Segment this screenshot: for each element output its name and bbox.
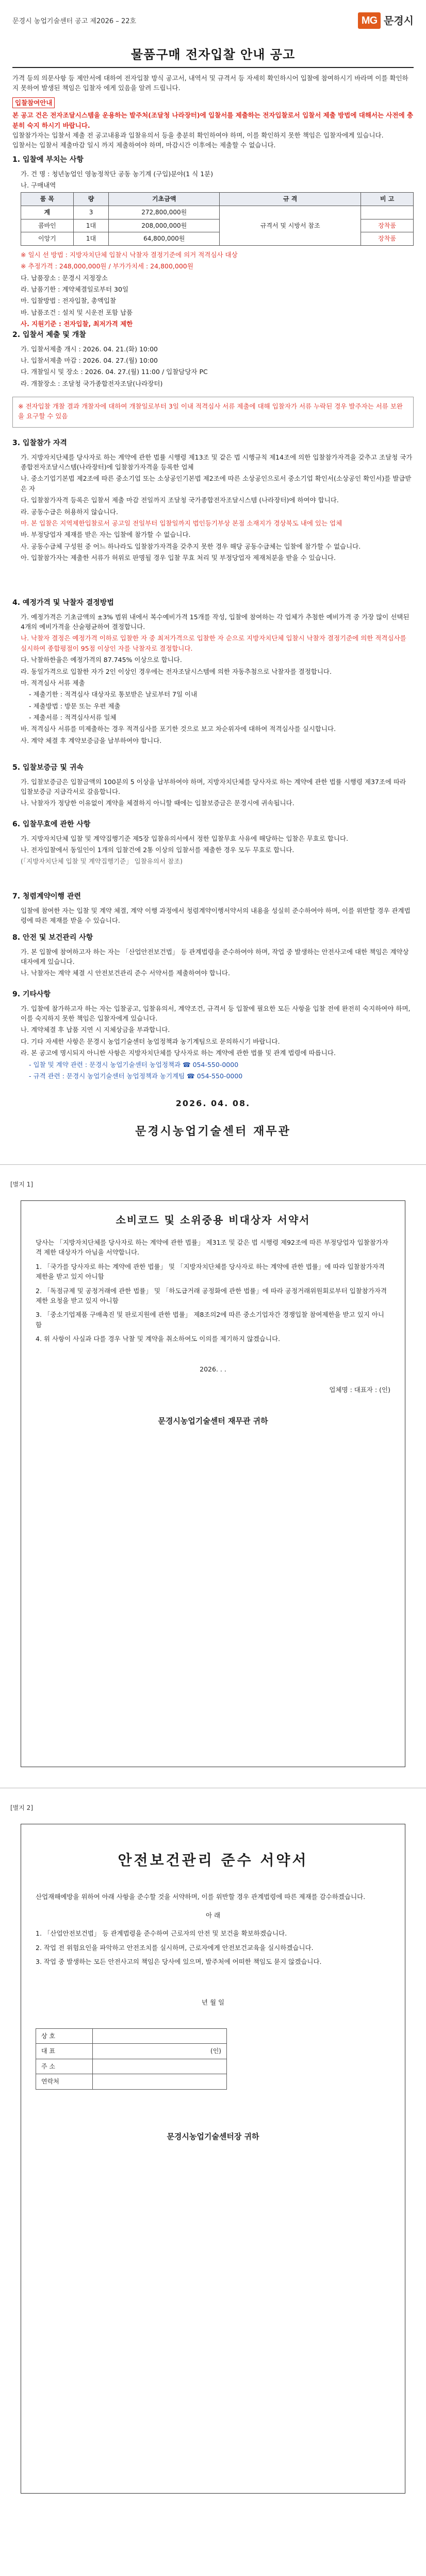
paragraph: 나. 중소기업기본법 제2조에 따른 중소기업 또는 소상공인기본법 제2조에 따른 소상공인으로서 중소기업 확인서(소상공인 확인서)를 발급받은 자 — [21, 474, 412, 493]
table-row — [36, 2074, 227, 2090]
section-1 — [12, 155, 414, 330]
form-recipient: 문경시농업기술센터장 귀하 — [167, 2132, 259, 2142]
paragraph: 라. 공동수급은 허용하지 않습니다. — [21, 507, 118, 516]
paragraph: 나. 낙찰자가 정당한 이유없이 계약을 체결하지 아니할 때에는 입찰보증금은 문경시에 귀속됩니다. — [21, 799, 294, 807]
notice-date: 2026. 04. 08. — [175, 1098, 251, 1108]
section-heading: 3. 입찰참가 자격 — [12, 439, 67, 447]
paragraph: 나. 계약체결 후 납품 지연 시 지체상금을 부과합니다. — [21, 1026, 170, 1034]
table-header: 규 격 — [220, 193, 361, 206]
note-line: 마. 입찰방법 : 전자입찰, 총액입찰 — [21, 297, 117, 305]
sign-value — [93, 2059, 227, 2074]
attachment-label: [별지 2] — [10, 1804, 33, 1811]
table-cell: 208,000,000원 — [109, 219, 220, 232]
table-header: 품 목 — [21, 193, 74, 206]
paragraph: 가. 입찰에 참가하고자 하는 자는 입찰공고, 입찰유의서, 계약조건, 규격서 등 입찰에 필요한 모든 사항을 입찰 전에 완전히 숙지하여야 하며, 이를 숙지하지 못한 책임은 입찰자에게 있습니다. — [21, 1004, 411, 1023]
section-heading: 9. 기타사항 — [12, 990, 51, 998]
paragraph: 바. 부정당업자 제재를 받은 자는 입찰에 참가할 수 없습니다. — [21, 531, 191, 539]
page-separator — [0, 1164, 426, 1165]
paragraph: 바. 적격심사 서류를 미제출하는 경우 적격심사를 포기한 것으로 보고 차순위자에 대하여 적격심사를 실시합니다. — [21, 725, 336, 733]
table-cell: 1대 — [73, 219, 109, 232]
section-heading: 8. 안전 및 보건관리 사항 — [12, 934, 93, 942]
note-line: 사. 지원기준 : 전자입찰, 최저가격 제한 — [21, 320, 133, 328]
table-header: 량 — [73, 193, 109, 206]
paragraph: - 제출서류 : 적격심사서류 일체 — [29, 714, 117, 722]
note-line: 바. 납품조건 : 설치 및 시운전 포함 납품 — [21, 308, 133, 316]
table-cell: 계 — [21, 206, 74, 219]
table-row — [21, 206, 414, 219]
table-cell — [361, 206, 414, 219]
schedule-row: 라. 개찰장소 : 조달청 국가종합전자조달(나라장터) — [21, 379, 163, 387]
table-cell: 장착품 — [361, 219, 414, 232]
section-3 — [12, 438, 414, 564]
contact-line: - 규격 관련 : 문경시 농업기술센터 농업정책과 농기계팀 ☎ 054-550-0000 — [29, 1072, 243, 1080]
intro-tag: 입찰참여안내 — [12, 97, 55, 108]
table-row — [36, 2028, 227, 2044]
form-item: 1. 「산업안전보건법」 등 관계법령을 준수하여 근로자의 안전 및 보건을 확보하겠습니다. — [36, 1929, 287, 1938]
item-name: 가. 건 명 : 청년농업인 영농정착단 공동 농기계 (구입)분야(1 식 1분) — [21, 170, 214, 178]
note-line: 다. 납품장소 : 문경시 지정장소 — [21, 274, 108, 282]
table-cell: 64,800,000원 — [109, 232, 220, 246]
note-line: 라. 납품기한 : 계약체결일로부터 30일 — [21, 285, 129, 293]
item-list-label: 나. 구매내역 — [21, 181, 56, 190]
table-cell: 규격서 및 시방서 참조 — [220, 206, 361, 246]
paragraph: 다. 입찰참가자격 등록은 입찰서 제출 마감 전일까지 조달청 국가종합전자조달시스템 (나라장터)에 하여야 합니다. — [21, 496, 339, 504]
intro-bullet: 입찰참가자는 입찰서 제출 전 공고내용과 입찰유의서 등을 충분히 확인하여야 하며, 이를 확인하지 못한 책임은 입찰자에게 있습니다. — [12, 131, 384, 139]
section-heading: 5. 입찰보증금 및 귀속 — [12, 764, 84, 772]
paragraph: 가. 지방자치단체를 당사자로 하는 계약에 관한 법률 시행령 제13조 및 같은 법 시행규칙 제14조에 의한 입찰참가자격을 갖추고 조달청 국가종합전자조달시스템(나라장터)에 입찰참가자격을 등록한 업체 — [21, 453, 413, 471]
intro-bullet: 본 공고 건은 전자조달시스템을 운용하는 발주처(조달청 나라장터)에 입찰서를 제출하는 전자입찰로서 입찰서 제출 방법에 대해서는 사전에 충분히 숙지 하시기 바랍니다. — [12, 111, 414, 129]
paragraph: 나. 낙찰자 결정은 예정가격 이하로 입찰한 자 중 최저가격으로 입찰한 자 순으로 지방자치단체 입찰시 낙찰자 결정기준에 의한 적격심사를 실시하여 종합평점이 95점 이상인 자를 낙찰자로 결정합니다. — [21, 634, 406, 652]
form-body — [21, 1228, 405, 1440]
sign-label: 주 소 — [36, 2059, 93, 2074]
form-paragraph: 2. 「독점규제 및 공정거래에 관한 법률」 및 「하도급거래 공정화에 관한 법률」에 따라 공정거래위원회로부터 입찰참가자격 제한 요청을 받고 있지 아니함 — [36, 1286, 387, 1304]
sign-stamp: (인) — [93, 2044, 227, 2059]
section-4 — [12, 598, 414, 747]
logo-mark: MG — [358, 12, 381, 29]
paragraph: 가. 예정가격은 기초금액의 ±3% 범위 내에서 복수예비가격 15개를 작성, 입찰에 참여하는 각 업체가 추첨한 예비가격 중 가장 많이 선택된 4개의 예비가격을 산술평균하여 결정합니다. — [21, 613, 409, 631]
form-paragraph: 4. 위 사항이 사실과 다를 경우 낙찰 및 계약을 취소하여도 이의를 제기하지 않겠습니다. — [36, 1335, 281, 1343]
table-header: 기초금액 — [109, 193, 220, 206]
paragraph: 나. 전자입찰에서 동일인이 1개의 입찰건에 2통 이상의 입찰서를 제출한 경우 모두 무효로 합니다. — [21, 846, 294, 854]
paragraph: - 제출기한 : 적격심사 대상자로 통보받은 날로부터 7일 이내 — [29, 690, 198, 699]
title-divider — [12, 67, 414, 68]
logo-text: 문경시 — [384, 14, 414, 27]
table-row — [36, 2044, 227, 2059]
paragraph: 나. 낙찰자는 계약 체결 시 안전보건관리 준수 서약서를 제출하여야 합니다. — [21, 969, 230, 977]
section-heading: 2. 입찰서 제출 및 개찰 — [12, 331, 86, 339]
table-cell: 이앙기 — [21, 232, 74, 246]
schedule-row: 가. 입찰서제출 개시 : 2026. 04. 21.(화) 10:00 — [21, 345, 158, 353]
paragraph: 입찰에 참여한 자는 입찰 및 계약 체결, 계약 이행 과정에서 청렴계약이행서약서의 내용을 성실히 준수하여야 하며, 이를 위반할 경우 관계법령에 따른 제재를 받을 수 있습니다. — [21, 906, 411, 925]
paragraph: 사. 계약 체결 후 계약보증금을 납부하여야 합니다. — [21, 736, 162, 744]
reference-note: (「지방자치단체 입찰 및 계약집행기준」 입찰유의서 참조) — [21, 857, 183, 866]
note-line: ※ 일시 선 방법 : 지방자치단체 입찰시 낙찰자 결정기준에 의거 적격심사 대상 — [21, 250, 238, 259]
paragraph: 라. 동일가격으로 입찰한 자가 2인 이상인 경우에는 전자조달시스템에 의한 자동추첨으로 낙찰자를 결정합니다. — [21, 667, 332, 675]
contact-line: - 입찰 및 계약 관련 : 문경시 농업기술센터 농업정책과 ☎ 054-550-0000 — [29, 1060, 239, 1069]
section-9 — [12, 989, 414, 1082]
form-paragraph: 3. 「중소기업제품 구매촉진 및 판로지원에 관한 법률」 제8조의2에 따른 중소기업자간 경쟁입찰 참여제한을 받고 있지 아니함 — [36, 1311, 384, 1329]
form-recipient: 문경시농업기술센터 재무관 귀하 — [158, 1416, 268, 1426]
table-header: 비 고 — [361, 193, 414, 206]
table-cell: 장착품 — [361, 232, 414, 246]
purchase-table — [21, 192, 414, 245]
document-header — [9, 9, 417, 40]
section-2 — [12, 330, 414, 390]
section-8 — [12, 933, 414, 980]
section-5 — [12, 762, 414, 810]
section-heading: 4. 예정가격 및 낙찰자 결정방법 — [12, 599, 114, 607]
section-6 — [12, 819, 414, 868]
table-cell: 3 — [73, 206, 109, 219]
section-heading: 1. 입찰에 부치는 사항 — [12, 156, 84, 164]
sign-label: 대 표 — [36, 2044, 93, 2059]
form-paragraph: 1. 「국가를 당사자로 하는 계약에 관한 법률」 및 「지방자치단체를 당사자로 하는 계약에 관한 법률」에 따라 입찰참가자격 제한을 받고 있지 아니함 — [36, 1262, 385, 1281]
table-cell: 272,800,000원 — [109, 206, 220, 219]
intro-bullet: 입찰서는 입찰서 제출마감 일시 까지 제출하여야 하며, 마감시간 이후에는 제출할 수 없습니다. — [12, 141, 276, 149]
form-title: 소비코드 및 소위중용 비대상자 서약서 — [116, 1214, 310, 1226]
attachment-label: [별지 1] — [10, 1181, 33, 1188]
attachment-form-2 — [21, 1824, 405, 2494]
sign-value — [93, 2028, 227, 2044]
paragraph: 가. 본 입찰에 참여하고자 하는 자는 「산업안전보건법」 등 관계법령을 준수하여야 하며, 작업 중 발생하는 안전사고에 대한 책임은 계약상대자에게 있습니다. — [21, 947, 409, 966]
form-title: 안전보건관리 준수 서약서 — [118, 1852, 308, 1869]
paragraph: 마. 본 입찰은 지역제한입찰로서 공고일 전일부터 입찰일까지 법인등기부상 본점 소재지가 경상북도 내에 있는 업체 — [21, 519, 342, 527]
paragraph: 가. 입찰보증금은 입찰금액의 100분의 5 이상을 납부하여야 하며, 지방자치단체를 당사자로 하는 계약에 관한 법률 시행령 제37조에 따라 입찰보증금 지급각서로 갈음합니다. — [21, 777, 406, 796]
schedule-row: 나. 입찰서제출 마감 : 2026. 04. 27.(월) 10:00 — [21, 357, 158, 365]
form-subheading: 아 래 — [205, 1911, 221, 1919]
sign-value — [93, 2074, 227, 2090]
paragraph: 아. 입찰참가자는 제출한 서류가 허위로 판명될 경우 입찰 무효 처리 및 부정당업자 제재처분을 받을 수 있습니다. — [21, 554, 336, 562]
form-date: 년 월 일 — [201, 1998, 225, 2007]
note-text: ※ 전자입찰 개찰 결과 개찰자에 대하여 개찰일로부터 3일 이내 적격심사 서류 제출에 대해 입찰자가 서류 누락된 경우 발주자는 서류 보완을 요구할 수 있음 — [18, 402, 403, 420]
signature-table — [36, 2028, 227, 2090]
section-heading: 6. 입찰무효에 관한 사항 — [12, 820, 91, 828]
form-item: 3. 작업 중 발생하는 모든 안전사고의 책임은 당사에 있으며, 발주처에 어떠한 책임도 묻지 않겠습니다. — [36, 1957, 322, 1965]
form-date: 2026. . . — [200, 1365, 226, 1374]
schedule-row: 다. 개찰일시 및 장소 : 2026. 04. 27.(월) 11:00 / 입찰담당자 PC — [21, 368, 208, 376]
table-row — [36, 2059, 227, 2074]
eligibility-note-box — [12, 397, 414, 428]
paragraph: 다. 낙찰하한율은 예정가격의 87.745% 이상으로 합니다. — [21, 656, 182, 664]
intro-lead: 가격 등의 의문사항 등 제안서에 대하여 전자입찰 방식 공고서, 내역서 및 규격서 등 자세히 확인하시어 입찰에 참여하시기 바라며 이를 확인하지 못하여 발생된 책임은 입찰자 에게 있음을 알려 드립니다. — [12, 74, 408, 92]
attachment-form-1 — [21, 1200, 405, 1767]
paragraph: 라. 본 공고에 명시되지 아니한 사항은 지방자치단체를 당사자로 하는 계약에 관한 법률 및 관계 법령에 따릅니다. — [21, 1049, 336, 1057]
notice-number: 문경시 농업기술센터 공고 제2026 – 22호 — [12, 18, 137, 25]
intro-block — [12, 73, 414, 150]
section-heading: 7. 청렴계약이행 관련 — [12, 892, 81, 901]
paragraph: - 제출방법 : 방문 또는 우편 제출 — [29, 702, 121, 710]
form-paragraph: 산업재해예방을 위하여 아래 사항을 준수할 것을 서약하며, 이를 위반할 경우 관계법령에 따른 제재를 감수하겠습니다. — [36, 1893, 366, 1901]
paragraph: 가. 지방자치단체 입찰 및 계약집행기준 제5장 입찰유의서에서 정한 입찰무효 사유에 해당하는 입찰은 무효로 합니다. — [21, 834, 349, 842]
form-body — [21, 1871, 405, 2156]
sign-label: 상 호 — [36, 2028, 93, 2044]
note-line: ※ 추정가격 : 248,000,000원 / 부가가치세 : 24,800,000원 — [21, 262, 193, 270]
paragraph: 마. 적격심사 서류 제출 — [21, 679, 85, 687]
paragraph: 다. 기타 자세한 사항은 문경시 농업기술센터 농업정책과 농기계팀으로 문의하시기 바랍니다. — [21, 1037, 280, 1045]
table-cell: 1대 — [73, 232, 109, 246]
city-logo — [358, 12, 414, 29]
form-signer: 업체명 : 대표자 : (인) — [329, 1385, 390, 1394]
page-title: 물품구매 전자입찰 안내 공고 — [130, 47, 296, 62]
section-7 — [12, 891, 414, 927]
paragraph: 사. 공동수급체 구성원 중 어느 하나라도 입찰참가자격을 갖추지 못한 경우 해당 공동수급체는 입찰에 참가할 수 없습니다. — [21, 542, 361, 550]
table-cell: 콤바인 — [21, 219, 74, 232]
form-item: 2. 작업 전 위험요인을 파악하고 안전조치를 실시하며, 근로자에게 안전보건교육을 실시하겠습니다. — [36, 1943, 314, 1952]
sign-label: 연락처 — [36, 2074, 93, 2090]
form-paragraph: 당사는 「지방자치단체를 당사자로 하는 계약에 관한 법률」 제31조 및 같은 법 시행령 제92조에 따른 부정당업자 입찰참가자격 제한 대상자가 아님을 서약합니다. — [36, 1239, 388, 1257]
issuer-name: 문경시농업기술센터 재무관 — [135, 1125, 291, 1138]
